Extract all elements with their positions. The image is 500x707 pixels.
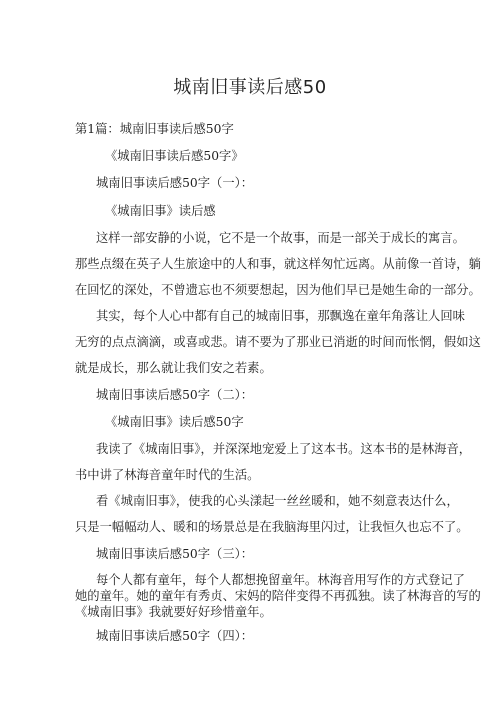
essay-title-1: 《城南旧事》读后感	[105, 204, 216, 218]
paragraph-line: 其实，每个人心中都有自己的城南旧事，那飘逸在童年角落让人回味	[96, 309, 465, 323]
paragraph-line: 我读了《城南旧事》，并深深地宠爱上了这本书。这本书的是林海音，	[96, 442, 472, 456]
paragraph-line: 每个人都有童年，每个人都想挽留童年。林海音用写作的方式登记了	[96, 573, 465, 587]
book-title-line: 《城南旧事读后感50字》	[105, 149, 244, 163]
subheading-1: 城南旧事读后感50字（一）：	[96, 176, 254, 190]
paragraph-line: 那些点缀在英子人生旅途中的人和事，就这样匆忙远离。从前像一首诗，躺	[75, 257, 481, 271]
paragraph-line: 这样一部安静的小说，它不是一个故事，而是一部关于成长的寓言。	[96, 231, 465, 245]
paragraph-line: 无穷的点点滴滴，或喜或悲。请不要为了那业已消逝的时间而怅惘，假如这	[75, 335, 481, 349]
essay-title-2: 《城南旧事》读后感50字	[105, 415, 244, 429]
subheading-2: 城南旧事读后感50字（二）：	[96, 388, 254, 402]
paragraph-line: 看《城南旧事》，使我的心头漾起一丝丝暖和，她不刻意表达什么，	[96, 494, 459, 508]
document-title: 城南旧事读后感50	[173, 77, 327, 98]
paragraph-line: 《城南旧事》我就要好好珍惜童年。	[75, 605, 272, 619]
paragraph-line: 书中讲了林海音童年时代的生活。	[75, 468, 260, 482]
paragraph-line: 她的童年。她的童年有秀贞、宋妈的陪伴变得不再孤独。读了林海音的写的	[75, 589, 481, 603]
paragraph-line: 就是成长，那么就让我们安之若素。	[75, 361, 272, 375]
subheading-3: 城南旧事读后感50字（三）：	[96, 547, 254, 561]
paragraph-line: 在回忆的深处，不曾遗忘也不须要想起，因为他们早已是她生命的一部分。	[75, 283, 481, 297]
paragraph-line: 只是一幅幅动人、暖和的场景总是在我脑海里闪过，让我恒久也忘不了。	[75, 520, 469, 534]
subheading-4: 城南旧事读后感50字（四）：	[96, 629, 254, 643]
section-heading-1: 第1篇：城南旧事读后感50字	[75, 122, 234, 136]
